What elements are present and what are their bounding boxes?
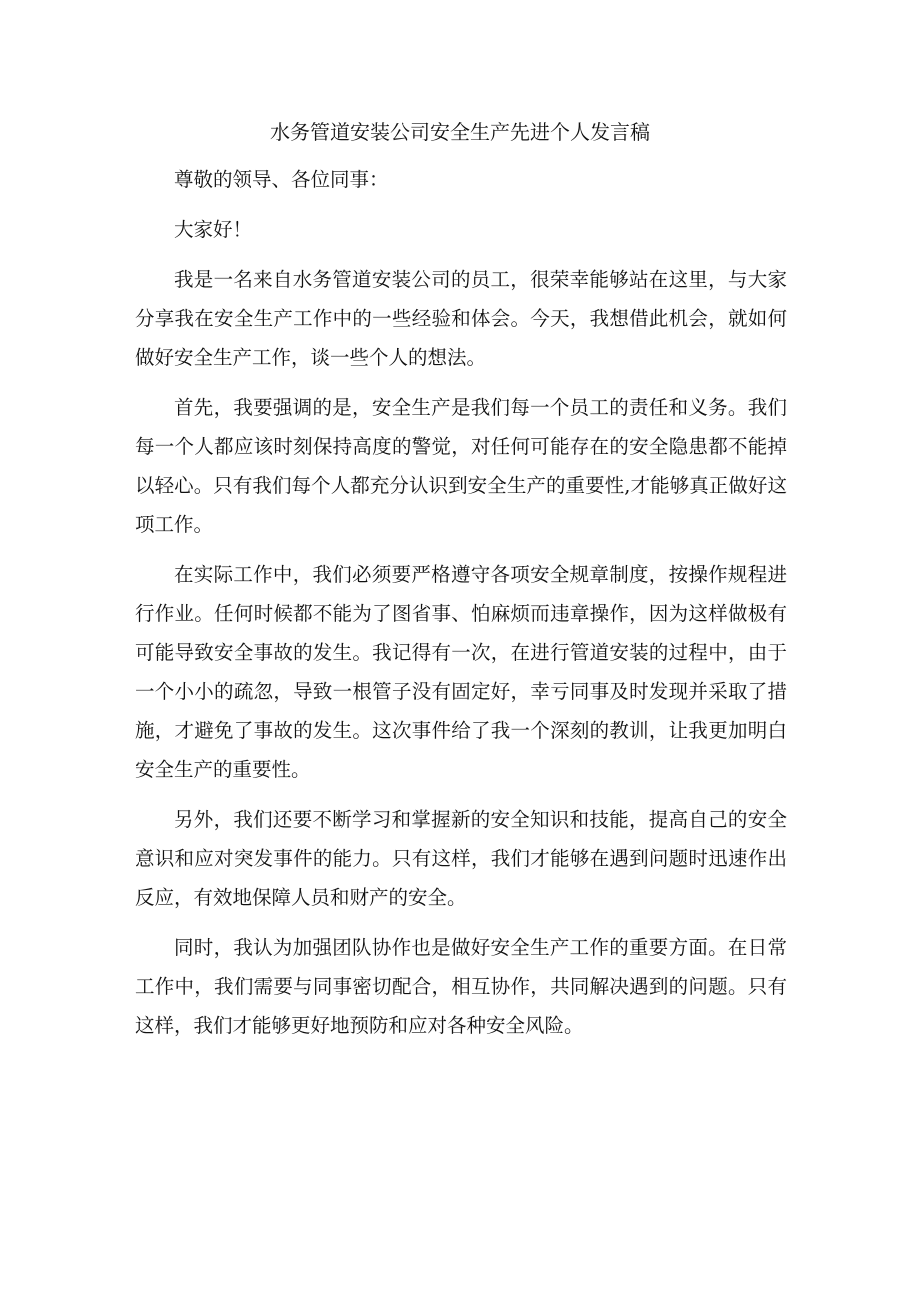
salutation: 尊敬的领导、各位同事：: [174, 168, 389, 191]
document-title: 水务管道安装公司安全生产先进个人发言稿: [270, 120, 650, 144]
paragraph-intro: 我是一名来自水务管道安装公司的员工，很荣幸能够站在这里，与大家分享我在安全生产工作中的一些经验和体会。今天，我想借此机会，就如何做好安全生产工作，谈一些个人的想法。: [135, 268, 787, 369]
paragraph-teamwork: 同时，我认为加强团队协作也是做好安全生产工作的重要方面。在日常工作中，我们需要与同事密切配合，相互协作，共同解决遇到的问题。只有这样，我们才能够更好地预防和应对各种安全风险。: [135, 936, 787, 1037]
paragraph-learning: 另外，我们还要不断学习和掌握新的安全知识和技能，提高自己的安全意识和应对突发事件的能力。只有这样，我们才能够在遇到问题时迅速作出反应，有效地保障人员和财产的安全。: [135, 808, 787, 909]
document-body: [135, 160, 787, 1056]
paragraph-regulations: 在实际工作中，我们必须要严格遵守各项安全规章制度，按操作规程进行作业。任何时候都不能为了图省事、怕麻烦而违章操作，因为这样做极有可能导致安全事故的发生。我记得有一次，在进行管道安装的过程中，由于一个小小的疏忽，导致一根管子没有固定好，幸亏同事及时发现并采取了措施，才避免了事故的发生。这次事件给了我一个深刻的教训，让我更加明白安全生产的重要性。: [135, 563, 787, 781]
paragraph-responsibility: 首先，我要强调的是，安全生产是我们每一个员工的责任和义务。我们每一个人都应该时刻保持高度的警觉，对任何可能存在的安全隐患都不能掉以轻心。只有我们每个人都充分认识到安全生产的重要性,才能够真正做好这项工作。: [135, 396, 787, 536]
greeting: 大家好！: [174, 218, 253, 241]
